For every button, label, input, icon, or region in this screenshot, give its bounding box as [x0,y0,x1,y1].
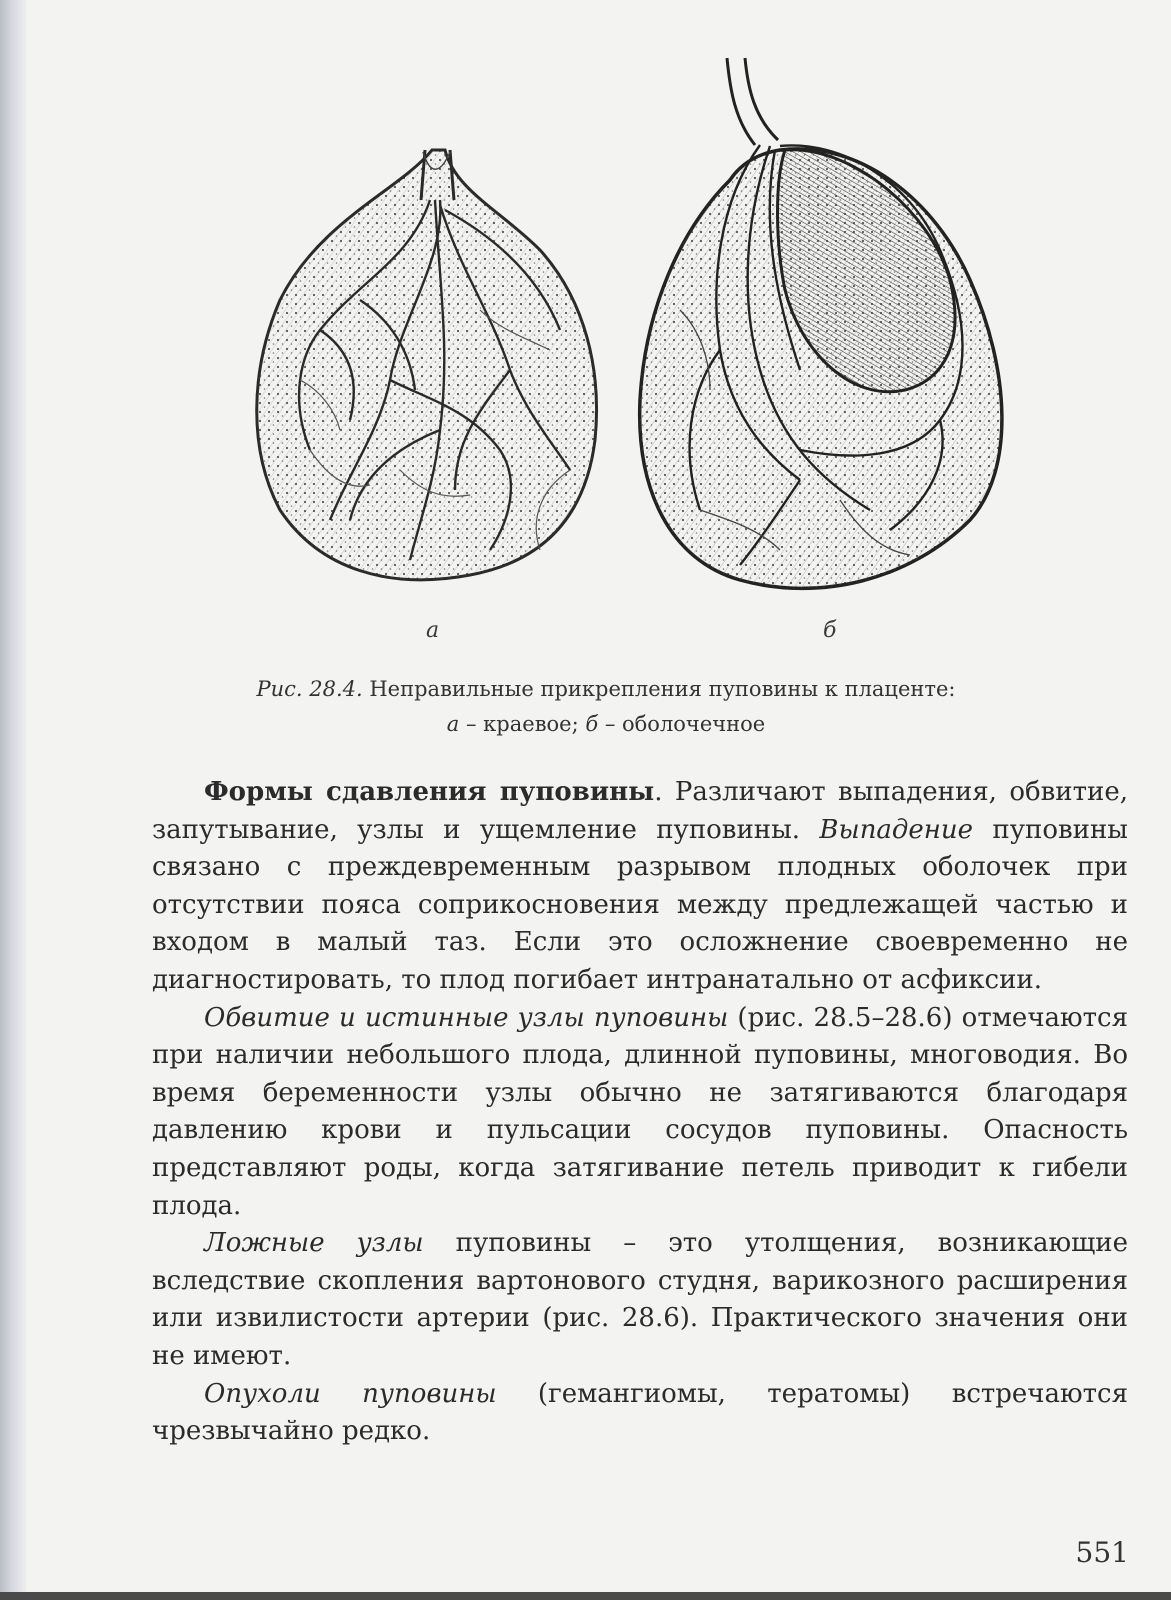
body-text [152,774,1128,1451]
figure-caption [150,672,1062,742]
figure-label-a: а [426,618,440,643]
placenta-illustrations [240,50,1040,610]
paragraph-text: пуповины – это утолщения, возникающие вследствие скопления вартонового студня, варикозного расширения или извилистости артерии (рис. 28.6). Практического значения они не имеют. [152,1228,1128,1371]
paragraph-text: (рис. 28.5–28.6) отмечаются при наличии небольшого плода, длинной пуповины, многоводия. Во время беременности узлы обычно не затягиваются благодаря давлению крови и пульсации сосудов пуповины. Опасность представляют роды, когда затягивание петель приводит к гибели плода. [152,1002,1128,1221]
paragraph-text: пуповины связано с преждевременным разрывом плодных оболочек при отсутствии пояса соприкосновения между предлежащей частью и входом в малый таз. Если это осложнение своевременно не диагностировать, то плод погибает интранатально от асфиксии. [152,814,1128,995]
figure-label-b: б [823,618,837,643]
heading-compression-forms: Формы сдавления пуповины [204,777,655,807]
caption-title: Неправильные прикрепления пуповины к плаценте: [362,677,956,701]
book-spine-shadow [0,0,26,1600]
term-prolapse: Выпадение [819,814,974,845]
paragraph-false-knots [152,1225,1128,1375]
caption-b-letter: б [585,712,599,736]
placenta-a-drawing [257,150,597,580]
caption-ref: Рис. 28.4. [256,677,363,701]
placenta-b-drawing [640,58,1002,588]
term-entanglement: Обвитие и истинные узлы пуповины [204,1002,729,1033]
paragraph-tumors [152,1376,1128,1451]
paragraph-compression-forms [152,774,1128,1000]
caption-a-letter: а [446,712,460,736]
caption-a-text: – краевое; [459,712,586,736]
page-bottom-edge [0,1592,1171,1600]
paragraph-text: (гемангиомы, тератомы) встречаются чрезвычайно редко. [152,1378,1128,1447]
paragraph-text: . Различают выпадения, обвитие, запутывание, узлы и ущемление пуповины. [152,777,1128,845]
placenta-figure [240,50,1040,610]
paragraph-entanglement [152,1000,1128,1226]
caption-line-1 [150,672,1062,707]
page-number: 551 [1075,1536,1129,1569]
term-false-knots: Ложные узлы [204,1228,424,1259]
caption-line-2 [150,707,1062,742]
term-tumors: Опухоли пуповины [204,1378,497,1409]
caption-b-text: – оболочечное [598,712,766,736]
